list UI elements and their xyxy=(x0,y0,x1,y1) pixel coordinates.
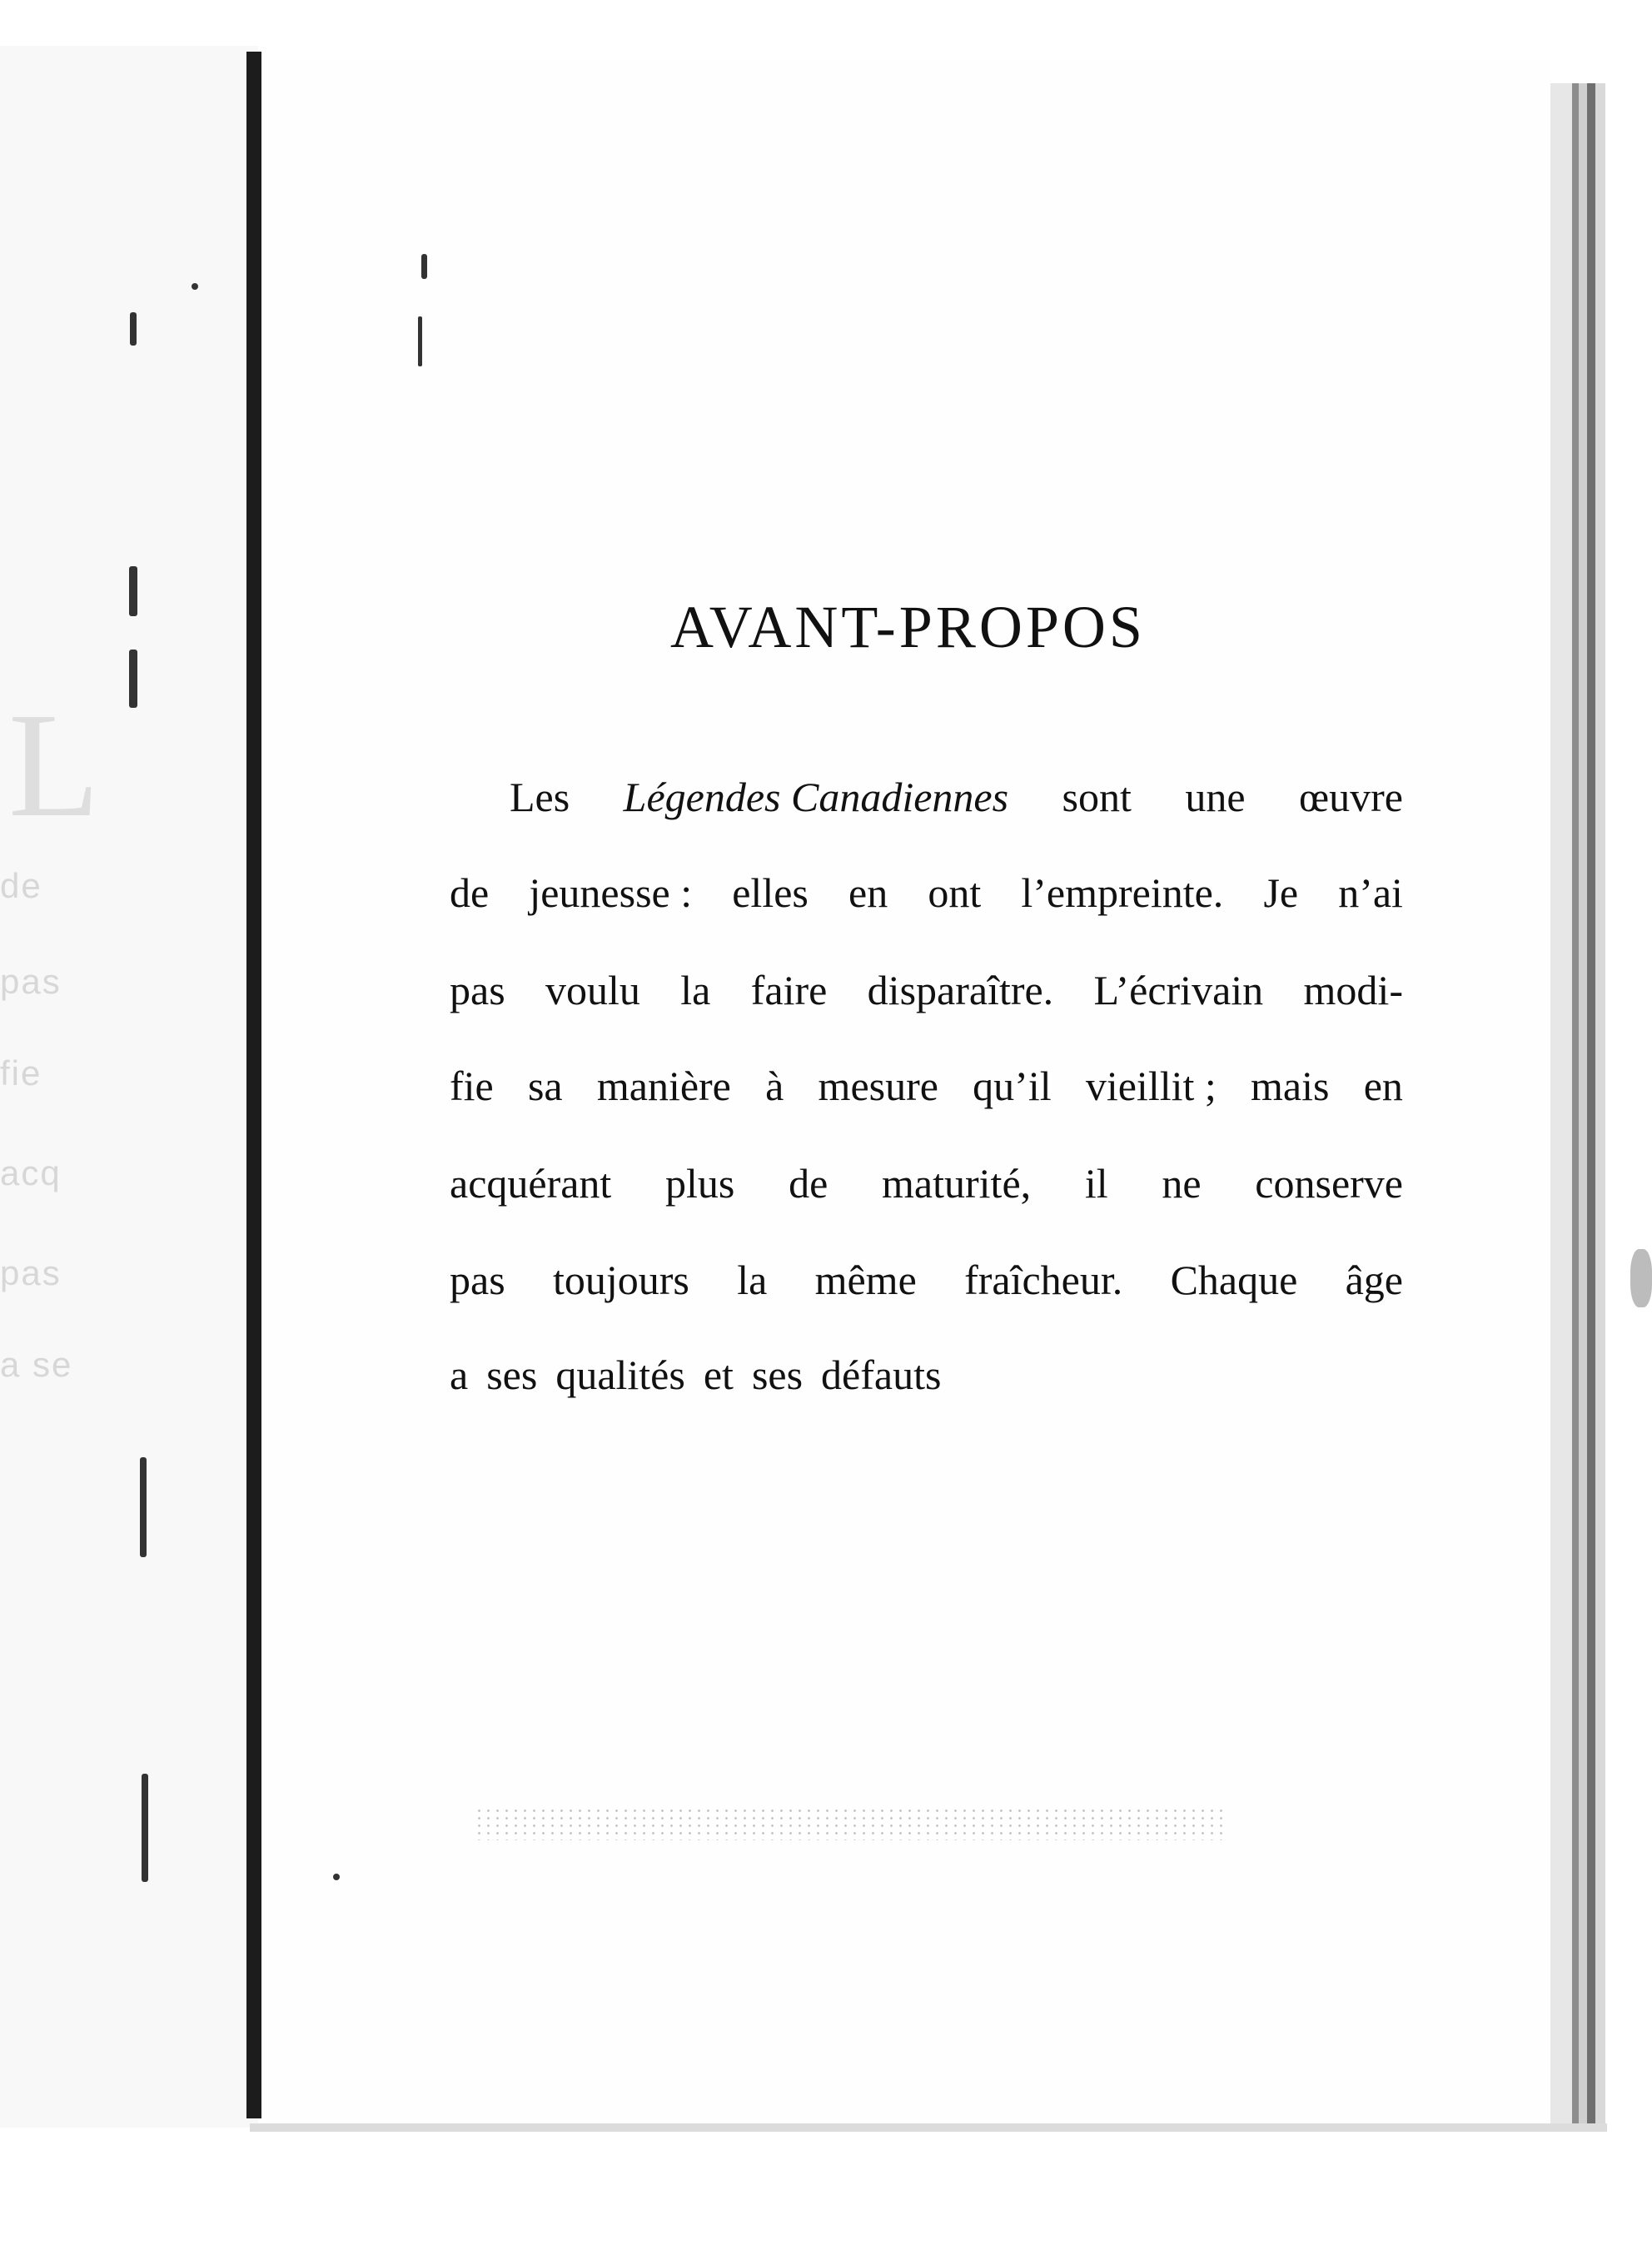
paragraph-line xyxy=(450,1062,1403,1110)
word: disparaître. xyxy=(867,967,1054,1013)
word: sont xyxy=(1062,774,1132,820)
scan-speck xyxy=(140,1457,147,1557)
word: l’empreinte. xyxy=(1021,869,1224,916)
italic-title-word: Légendes Canadiennes xyxy=(623,774,1009,820)
word: âge xyxy=(1345,1257,1403,1303)
scan-noise xyxy=(475,1807,1224,1840)
word: elles xyxy=(732,869,809,916)
word: jeunesse : xyxy=(529,869,693,916)
word: a xyxy=(450,1351,469,1398)
bleed-through-initial: L xyxy=(8,682,100,848)
page-title: AVANT-PROPOS xyxy=(670,594,1146,660)
previous-page-edge xyxy=(0,46,258,2128)
word: fraîcheur. xyxy=(964,1257,1123,1303)
scan-speck xyxy=(130,312,137,346)
word: pas xyxy=(450,967,505,1013)
scan-speck xyxy=(418,316,422,366)
word: Je xyxy=(1263,869,1299,916)
word: la xyxy=(737,1257,768,1303)
word: en xyxy=(848,869,888,916)
word: qualités xyxy=(555,1351,685,1398)
word: conserve xyxy=(1255,1160,1403,1207)
page-edge xyxy=(1587,83,1595,2123)
word: ses xyxy=(486,1351,538,1398)
page-edge xyxy=(1550,83,1572,2123)
scan-speck xyxy=(333,1874,340,1880)
bleed-through-line: pas xyxy=(0,962,62,1001)
paragraph-line xyxy=(450,1256,1403,1304)
gutter-rule xyxy=(246,52,261,2118)
word: plus xyxy=(665,1160,735,1207)
bleed-through-text xyxy=(0,46,258,2128)
word: défauts xyxy=(821,1351,942,1398)
word: toujours xyxy=(552,1257,689,1303)
word: il xyxy=(1084,1160,1108,1207)
word: n’ai xyxy=(1338,869,1403,916)
word: de xyxy=(450,869,490,916)
word: Chaque xyxy=(1170,1257,1298,1303)
word: sa xyxy=(527,1063,563,1109)
word: L’écrivain xyxy=(1093,967,1264,1013)
page-edge xyxy=(1572,83,1579,2123)
word: la xyxy=(680,967,711,1013)
word: à xyxy=(765,1063,784,1109)
bleed-through-line: pas xyxy=(0,1253,62,1292)
word: voulu xyxy=(545,967,640,1013)
word: fie xyxy=(450,1063,494,1109)
word: pas xyxy=(450,1257,505,1303)
bleed-through-line: de xyxy=(0,866,42,905)
word: en xyxy=(1363,1063,1403,1109)
word: maturité, xyxy=(882,1160,1032,1207)
word: manière xyxy=(596,1063,731,1109)
word: ses xyxy=(751,1351,804,1398)
page-edge xyxy=(1595,83,1605,2123)
word: même xyxy=(814,1257,917,1303)
word: ont xyxy=(928,869,982,916)
word: de xyxy=(789,1160,828,1207)
word: et xyxy=(703,1351,734,1398)
paragraph-line xyxy=(450,1351,1403,1399)
page-edge xyxy=(1579,83,1587,2123)
scan-speck xyxy=(129,566,137,616)
scan-speck xyxy=(421,254,427,279)
scan-speck xyxy=(129,650,137,708)
word: vieillit ; xyxy=(1085,1063,1217,1109)
word: mais xyxy=(1251,1063,1330,1109)
word: faire xyxy=(750,967,828,1013)
word: œuvre xyxy=(1299,774,1403,820)
bleed-through-line: a se xyxy=(0,1345,73,1384)
scan-speck xyxy=(1630,1249,1652,1307)
word: ne xyxy=(1162,1160,1202,1207)
paragraph-line xyxy=(450,966,1403,1014)
paragraph-line xyxy=(450,869,1403,917)
word: acquérant xyxy=(450,1160,612,1207)
paragraph-line xyxy=(450,1159,1403,1207)
scan-speck xyxy=(142,1774,148,1882)
word: modi- xyxy=(1303,967,1403,1013)
word: qu’il xyxy=(973,1063,1052,1109)
word: Les xyxy=(510,774,570,820)
word: une xyxy=(1185,774,1246,820)
page-bottom-edge xyxy=(250,2123,1607,2132)
paragraph-line xyxy=(510,773,1403,821)
scan-speck xyxy=(192,283,198,290)
word: mesure xyxy=(818,1063,938,1109)
bleed-through-line: fie xyxy=(0,1053,42,1093)
bleed-through-line: acq xyxy=(0,1153,62,1192)
